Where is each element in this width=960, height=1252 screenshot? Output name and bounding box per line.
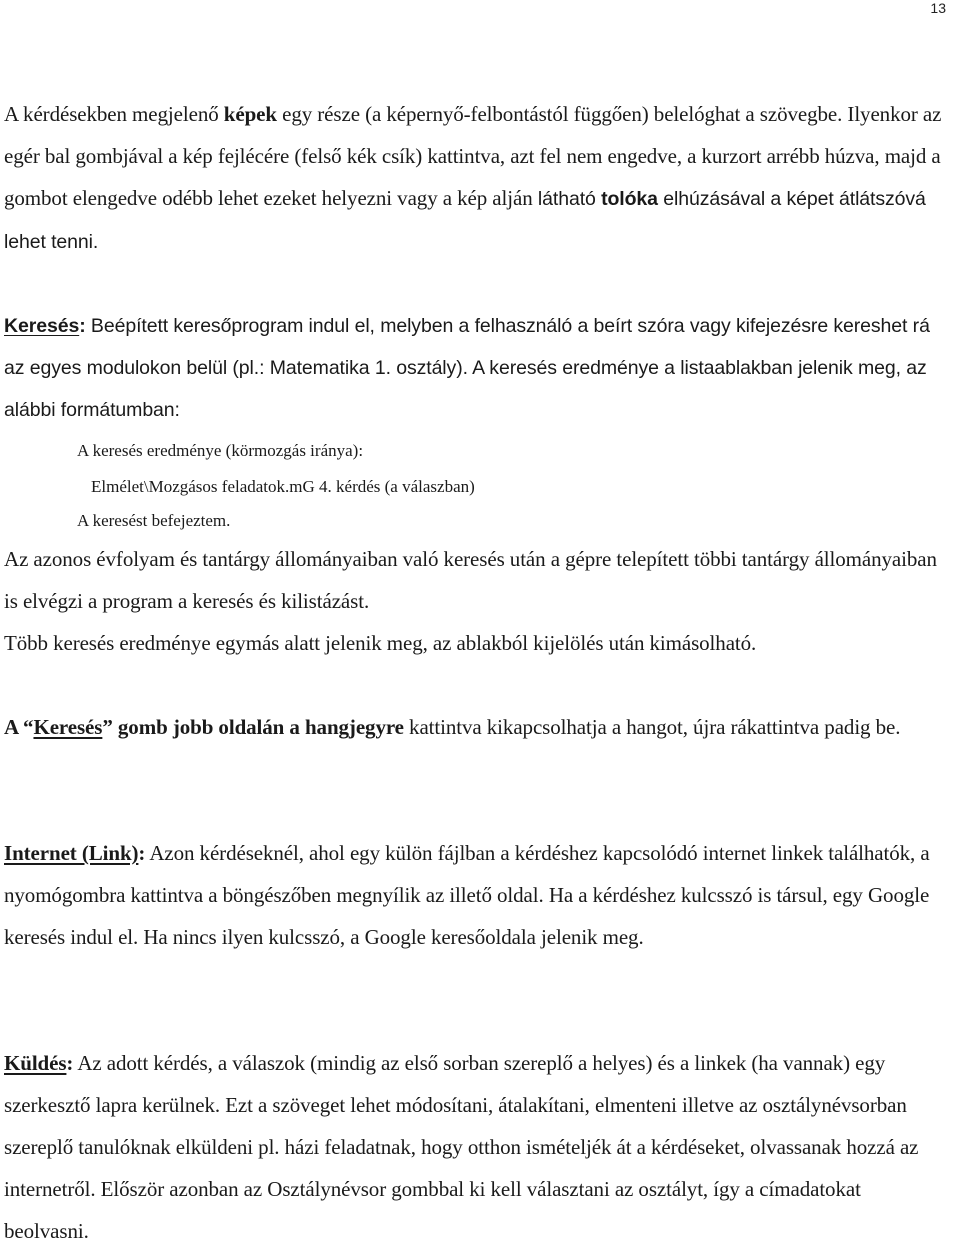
search-heading-colon: : [79,315,86,337]
search-body-2: A keresés eredménye a listaablakban jelenik meg, az alábbi formátumban: [4,357,927,421]
send-paragraph [4,1042,944,1252]
intro-text-2: egy része (a képernyő-felbontástól függően) belelóghat a szövegbe. Ilyenkor az egér bal gombjával a kép fejlécére (felső kék csík) kattintva, azt fel nem engedve, a kurzort arrébb húzva, majd a gombot elengedve odébb lehet ezeket helyezni vagy a kép alján [4,102,942,210]
sound-keyword-kereses: Keresés [33,715,103,739]
intro-text-1: A kérdésekben megjelenő [4,102,224,126]
internet-heading-colon: : [138,841,146,865]
sound-text-1: A “ [4,715,34,739]
send-heading-colon: : [66,1051,74,1075]
internet-heading: Internet (Link) [4,841,139,865]
internet-paragraph [4,832,944,958]
search-result-footer: A keresést befejeztem. [77,511,231,530]
search-result-header: A keresés eredménye (körmozgás iránya): [77,441,364,460]
intro-paragraph [4,93,944,263]
send-body: Az adott kérdés, a válaszok (mindig az első sorban szereplő a helyes) és a linkek (ha vannak) egy szerkesztő lapra kerülnek. Ezt a szöveget lehet módosítani, átalakítani, elmenteni illetve az osztálynévsorban szereplő tanulóknak elküldeni pl. házi feladatnak, hogy otthon ismételjék át a kérdéseket, olvassanak hozzá az internetről. Először azonban az Osztálynévsor gombbal ki kell választani az osztályt, így a címadatokat beolvasni. [4,1051,919,1243]
search-result-item: Elmélet\Mozgásos feladatok.mG 4. kérdés (a válaszban) [91,477,475,496]
send-heading: Küldés [4,1051,67,1075]
intro-text-4: elhúzásával a képet átlátszóvá lehet tenni. [4,188,926,253]
sound-text-3: kattintva kikapcsolhatja a hangot, újra rákattintva padig be. [403,715,901,739]
search-paragraph [4,305,944,431]
search-paragraph-2: Az azonos évfolyam és tantárgy állományaiban való keresés után a gépre telepített többi tantárgy állományaiban is elvégzi a program a keresés és kilistázást. [4,547,937,613]
sound-bold-hangjegyre: hangjegyre [304,715,404,739]
page-number: 13 [930,0,946,16]
intro-text-3: látható [532,188,602,210]
intro-bold-toloka: tolóka [601,188,658,210]
search-heading: Keresés [4,315,80,337]
search-paragraph-3: Több keresés eredménye egymás alatt jelenik meg, az ablakból kijelölés után kimásolható. [4,631,757,655]
search-body: Beépített keresőprogram indul el, melyben a felhasználó a beírt szóra vagy kifejezésre kereshet rá az egyes modulokon belül (pl.: Matematika 1. osztály). [4,315,930,379]
sound-paragraph [4,706,944,748]
internet-body: Azon kérdéseknél, ahol egy külön fájlban a kérdéshez kapcsolódó internet linkek találhatók, a nyomógombra kattintva a böngészőben megnyílik az illető oldal. Ha a kérdéshez kulcsszó is társul, egy Google keresés indul el. Ha nincs ilyen kulcsszó, a Google keresőoldala jelenik meg. [4,841,930,949]
sound-text-2: ” gomb jobb oldalán a [102,715,305,739]
intro-bold-kepek: képek [223,102,277,126]
